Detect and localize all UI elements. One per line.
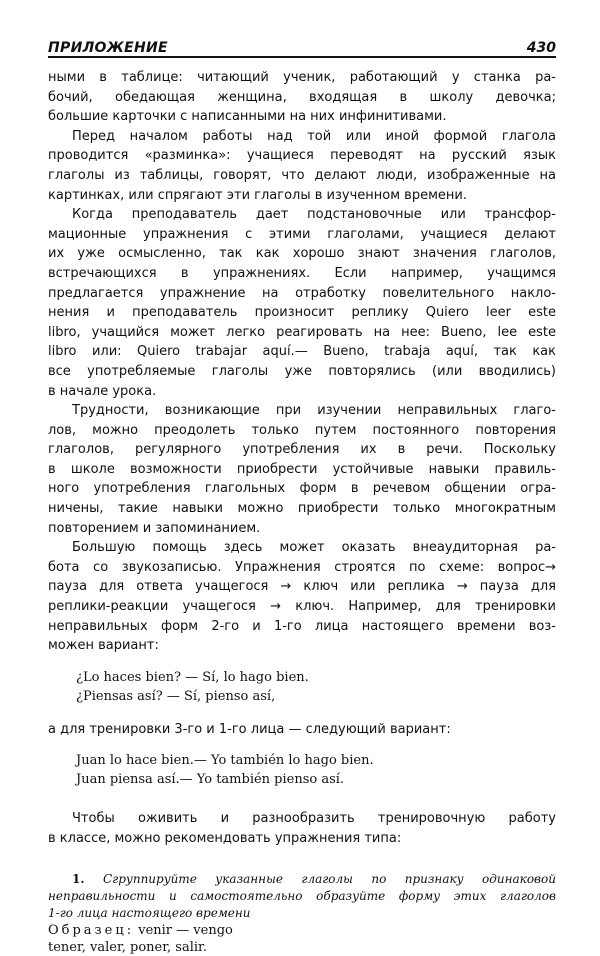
sample-line [48,922,556,939]
text-line: бочий, обедающая женщина, входящая в школу девочка; [48,89,556,105]
text-line: Когда преподаватель дает подстановочные или трансфор- [72,207,556,223]
example-line: ¿Piensas así? — Sí, pienso así, [76,688,276,704]
text-line: нения и преподаватель произносит реплику Quiero leer este [48,305,556,321]
text-line: а для тренировки 3-го и 1-го лица — следующий вариант: [48,721,451,737]
example-1 [76,668,556,706]
text-line: можен вариант: [48,638,159,654]
text-line: большие карточки с написанными на них инфинитивами. [48,109,447,125]
paragraph-7 [48,809,556,848]
text-line: все употребляемые глаголы уже повторялись (или вводились) [48,363,556,379]
text-line: лов, можно преодолеть только путем постоянного повторения [48,422,556,438]
sample-label: Образец: [48,922,135,938]
exercise-line: неправильности и самостоятельно образуйте форму этих глаголов [48,888,556,903]
text-line: Большую помощь здесь может оказать внеаудиторная ра- [72,540,556,556]
text-line: в школе возможности приобрести устойчивые навыки правиль- [48,461,556,477]
paragraph-3 [48,205,556,401]
example-line: ¿Lo haces bien? — Sí, lo hago bien. [76,669,309,685]
sample-value: venir — vengo [138,922,233,938]
main-text [48,68,556,656]
text-line: libro или: Quiero trabajar aquí.— Bueno, trabaja aquí, так как [48,344,556,360]
text-line: в классе, можно рекомендовать упражнения типа: [48,831,402,846]
text-line: мационные упражнения с этими глаголами, учащиеся делают [48,226,556,242]
text-line: глаголы из таблицы, говорят, что делают люди, изображенные на [48,167,556,183]
text-line: Перед началом работы над той или иной формой глагола [72,128,556,144]
text-line: бота со звукозаписью. Упражнения строятся по схеме: вопрос→ [48,559,556,575]
exercise-line: 1-го лица настоящего времени [48,905,251,920]
verb-list: tener, valer, poner, salir. [48,939,207,955]
text-line: их уже осмысленно, так как хорошо знают значения глаголов, [48,246,556,262]
text-line: реплики-реакции учащегося → ключ. Например, для тренировки [48,599,556,615]
exercise-line: 1. Сгруппируйте указанные глаголы по признаку одинаковой [72,871,556,886]
paragraph-2 [48,127,556,205]
text-line: предлагается упражнение на отработку повелительного накло- [48,285,556,301]
text-line: картинках, или спрягают эти глаголы в изученном времени. [48,187,467,203]
page-number: 430 [526,40,556,56]
exercise-number: 1. [72,871,85,886]
text-line: в начале урока. [48,383,157,399]
text-line: Чтобы оживить и разнообразить тренировочную работу [72,811,556,827]
paragraph-1 [48,68,556,127]
text-line: глаголов, регулярного употребления их в речи. Поскольку [48,442,556,458]
example-line: Juan piensa así.— Yo también pienso así. [76,772,345,788]
running-header [48,34,556,58]
text-line: встречающихся в упражнениях. Если например, учащимся [48,265,556,281]
paragraph-4 [48,401,556,538]
text-line: повторением и запоминанием. [48,520,261,536]
paragraph-6 [48,720,556,740]
text-line: проводится «разминка»: учащиеся переводят на русский язык [48,148,556,164]
exercise-1 [48,871,556,956]
section-title: ПРИЛОЖЕНИЕ [48,40,168,56]
text-line: libro, учащийся может легко реагировать на нее: Bueno, lee este [48,324,556,340]
text-line: ничены, такие навыки можно приобрести только многократным [48,501,556,517]
text-line: неправильных форм 2-го и 1-го лица настоящего времени воз- [48,618,556,634]
text-line: пауза для ответа учащегося → ключ или реплика → пауза для [48,579,556,595]
text-line: Трудности, возникающие при изучении неправильных глаго- [72,403,556,419]
book-page [48,34,556,956]
text-line: ного употребления глагольных форм в речевом общении огра- [48,481,556,497]
exercise-sample [48,922,556,956]
example-2 [76,751,556,789]
example-line: Juan lo hace bien.— Yo también lo hago bien. [76,753,374,769]
text-line: ными в таблице: читающий ученик, работающий у станка ра- [48,70,556,85]
exercise-instructions [48,871,556,922]
paragraph-5 [48,538,556,656]
